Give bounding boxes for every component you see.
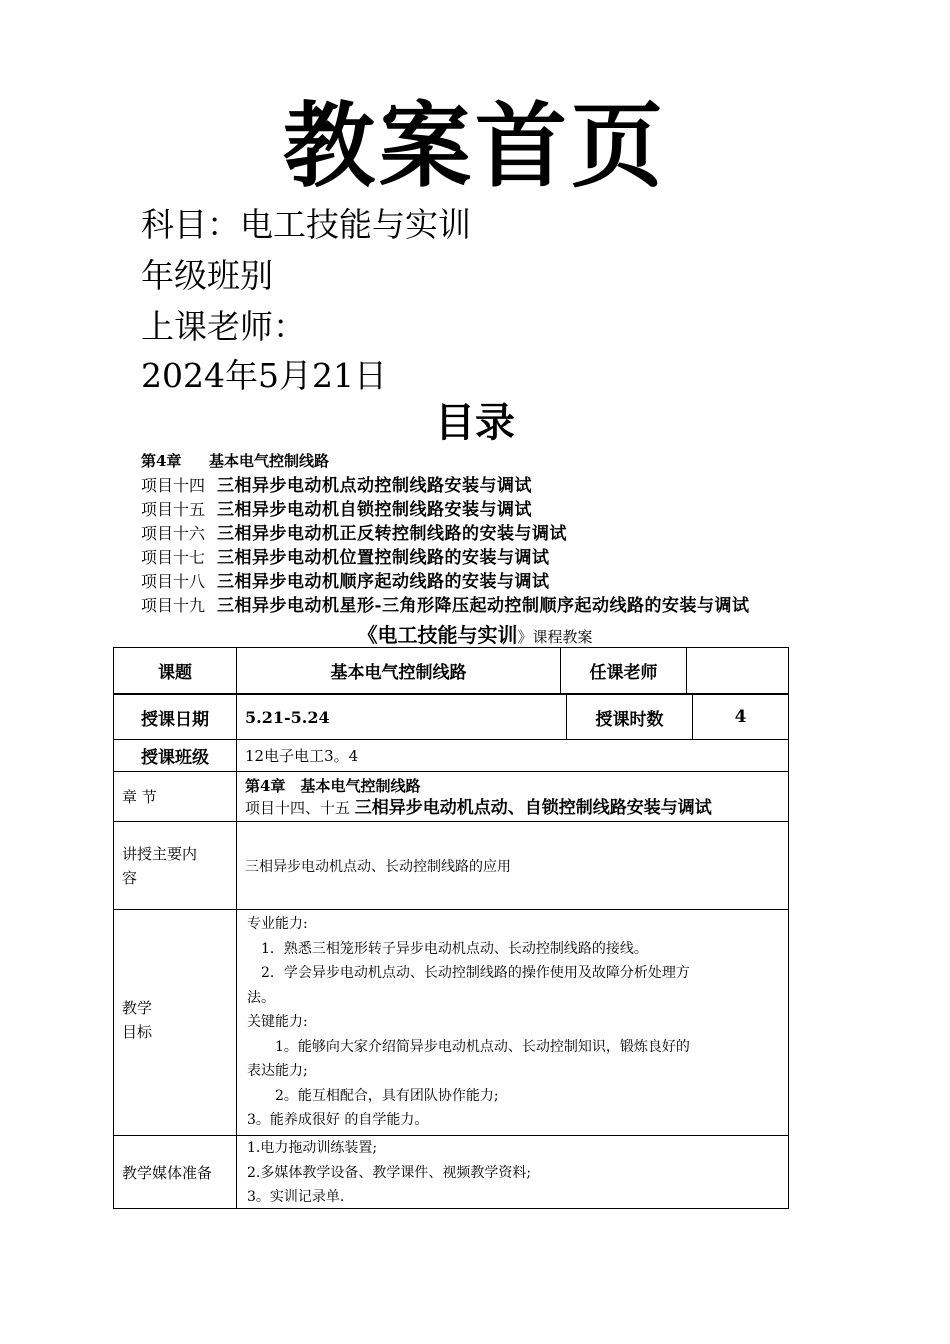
- toc-item: [141, 594, 750, 618]
- toc-chapter-title: 基本电气控制线路: [209, 452, 330, 470]
- goals-line: 法。: [247, 989, 275, 1006]
- toc-item-prefix: 项目十九: [141, 596, 206, 615]
- media-value: [237, 1136, 788, 1208]
- goals-line: 2．学会异步电动机点动、长动控制线路的操作使用及故障分析处理方: [247, 965, 690, 981]
- topic-label: 课题: [158, 663, 192, 683]
- cover-grade-class: 年级班别: [141, 256, 273, 295]
- lesson-plan-table: [113, 647, 789, 1209]
- cover-teacher: 上课老师：: [141, 307, 306, 346]
- goals-label-line-1: 教学: [122, 999, 153, 1017]
- toc-item-title: 三相异步电动机正反转控制线路的安装与调试: [217, 524, 567, 544]
- toc-item-prefix: 项目十八: [141, 572, 206, 591]
- toc-chapter-number: 第4章: [141, 452, 182, 470]
- toc-chapter: [141, 451, 329, 471]
- date-label: 授课日期: [141, 709, 209, 730]
- section-project-prefix: 项目十四、十五: [245, 799, 351, 817]
- media-line: 3。实训记录单.: [247, 1189, 345, 1205]
- hours-value: 4: [734, 707, 747, 727]
- goals-value: [237, 910, 788, 1135]
- toc-item: [141, 498, 750, 522]
- class-label: 授课班级: [141, 748, 209, 768]
- section-chapter: 第4章 基本电气控制线路: [245, 777, 421, 795]
- cover-title: 教案首页: [282, 93, 667, 200]
- goals-line: 1．熟悉三相笼形转子异步电动机点动、长动控制线路的接线。: [247, 940, 648, 957]
- toc-item: [141, 474, 750, 498]
- content-label-line-1: 讲授主要内: [122, 845, 198, 863]
- toc-item-prefix: 项目十七: [141, 548, 206, 567]
- lesson-plan-heading: [0, 622, 950, 650]
- toc-item-prefix: 项目十四: [141, 476, 206, 495]
- goals-line: 2。能互相配合，具有团队协作能力;: [247, 1087, 499, 1104]
- goals-line: 表达能力;: [247, 1063, 308, 1079]
- toc-item: [141, 546, 750, 570]
- section-label: 章 节: [122, 788, 157, 806]
- toc-item-prefix: 项目十五: [141, 500, 206, 519]
- section-project-title: 三相异步电动机点动、自锁控制线路安装与调试: [354, 798, 712, 818]
- media-line: 2.多媒体教学设备、教学课件、视频教学资料;: [247, 1164, 532, 1181]
- toc-item-title: 三相异步电动机位置控制线路的安装与调试: [217, 548, 550, 568]
- goals-label: [114, 910, 236, 1135]
- toc-item-title: 三相异步电动机顺序起动线路的安装与调试: [217, 572, 550, 592]
- content-value: 三相异步电动机点动、长动控制线路的应用: [245, 858, 511, 875]
- section-value: [237, 772, 788, 821]
- section-project: [245, 797, 780, 819]
- goals-label-line-2: 目标: [122, 1023, 153, 1041]
- toc-item-title: 三相异步电动机星形-三角形降压起动控制顺序起动线路的安装与调试: [217, 596, 750, 616]
- goals-line: 3。能养成很好 的自学能力。: [247, 1112, 429, 1128]
- goals-line: 关键能力:: [247, 1014, 308, 1030]
- toc-list: [141, 474, 750, 618]
- toc-title: 目录: [435, 400, 515, 446]
- topic-value: 基本电气控制线路: [330, 663, 467, 683]
- toc-item-title: 三相异步电动机点动控制线路安装与调试: [217, 476, 532, 496]
- toc-item: [141, 570, 750, 594]
- lesson-plan-heading-main: 《电工技能与实训: [357, 623, 518, 647]
- goals-line: 专业能力:: [247, 916, 308, 932]
- toc-item: [141, 522, 750, 546]
- date-value: 5.21-5.24: [245, 707, 330, 727]
- teacher-label: 任课老师: [589, 663, 658, 683]
- teacher-value: [687, 648, 788, 693]
- class-value: 12电子电工3。4: [245, 747, 359, 765]
- media-label: 教学媒体准备: [122, 1163, 213, 1182]
- toc-item-prefix: 项目十六: [141, 524, 206, 543]
- hours-label: 授课时数: [595, 709, 664, 730]
- cover-date: 2024年5月21日: [141, 356, 387, 395]
- goals-line: 1。能够向大家介绍简异步电动机点动、长动控制知识，锻炼良好的: [247, 1038, 690, 1055]
- cover-subject: 科目：电工技能与实训: [141, 205, 471, 244]
- media-line: 1.电力拖动训练装置;: [247, 1140, 378, 1156]
- toc-item-title: 三相异步电动机自锁控制线路安装与调试: [217, 500, 532, 520]
- content-label: [114, 822, 236, 909]
- content-label-line-2: 容: [122, 869, 138, 887]
- lesson-plan-heading-tail: 》课程教案: [517, 628, 593, 646]
